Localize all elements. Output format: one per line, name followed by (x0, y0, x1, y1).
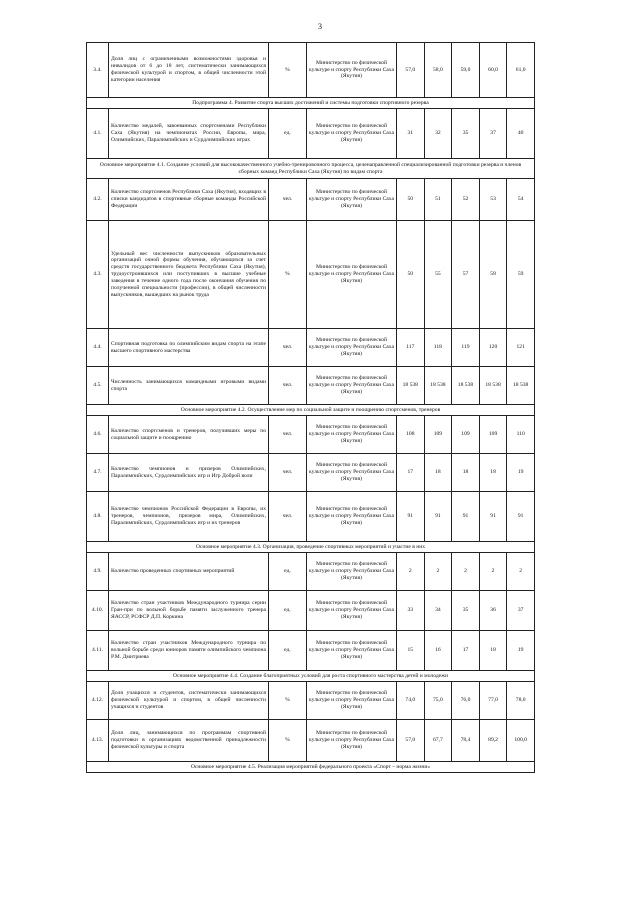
responsible-body: Министерство по физической культуре и спорту Республики Саха (Якутия) (307, 416, 397, 454)
value-year-1: 57,0 (397, 720, 425, 762)
row-number: 4.4. (87, 329, 109, 367)
table-row (87, 682, 535, 720)
value-year-1: 18 538 (397, 367, 425, 405)
indicator-name: Количество стран участников Международного турнира серии Гран-при по вольной борьбе памяти заслуженного тренера ЯАССР, РСФСР Д.П. Коркина (109, 591, 269, 631)
value-year-2: 55 (424, 221, 452, 329)
responsible-body: Министерство по физической культуре и спорту Республики Саха (Якутия) (307, 329, 397, 367)
responsible-body: Министерство по физической культуре и спорту Республики Саха (Якутия) (307, 682, 397, 720)
value-year-1: 50 (397, 221, 425, 329)
responsible-body: Министерство по физической культуре и спорту Республики Саха (Якутия) (307, 720, 397, 762)
unit-of-measure: % (269, 43, 307, 98)
row-number: 4.7. (87, 454, 109, 492)
table-row (87, 329, 535, 367)
value-year-3: 119 (452, 329, 480, 367)
indicator-name: Количество спортсменов Республики Саха (Якутия), входящих в списки кандидатов в спортивные сборные команды Российской Федерации (109, 179, 269, 221)
row-number: 4.6. (87, 416, 109, 454)
value-year-4: 37 (479, 109, 507, 159)
section-row (87, 98, 535, 109)
value-year-1: 17 (397, 454, 425, 492)
value-year-2: 91 (424, 492, 452, 542)
responsible-body: Министерство по физической культуре и спорту Республики Саха (Якутия) (307, 43, 397, 98)
value-year-3: 18 (452, 454, 480, 492)
value-year-5: 91 (507, 492, 535, 542)
table-row (87, 454, 535, 492)
responsible-body: Министерство по физической культуре и спорту Республики Саха (Якутия) (307, 454, 397, 492)
value-year-2: 2 (424, 553, 452, 591)
indicator-name: Количество чемпионов и призеров Олимпийских, Паралимпийских, Сурдлимпийских игр и Игр Доброй воли (109, 454, 269, 492)
value-year-4: 53 (479, 179, 507, 221)
table-row (87, 43, 535, 98)
value-year-4: 109 (479, 416, 507, 454)
value-year-5: 19 (507, 454, 535, 492)
row-number: 4.12. (87, 682, 109, 720)
table-row (87, 367, 535, 405)
value-year-3: 52 (452, 179, 480, 221)
value-year-4: 18 (479, 454, 507, 492)
value-year-4: 77,0 (479, 682, 507, 720)
value-year-3: 57 (452, 221, 480, 329)
section-row (87, 762, 535, 773)
unit-of-measure: ед. (269, 591, 307, 631)
row-number: 4.11. (87, 631, 109, 671)
value-year-2: 18 (424, 454, 452, 492)
indicators-table (86, 42, 535, 773)
value-year-4: 91 (479, 492, 507, 542)
value-year-5: 61,0 (507, 43, 535, 98)
row-number: 4.3. (87, 221, 109, 329)
row-number: 4.1. (87, 109, 109, 159)
row-number: 4.9. (87, 553, 109, 591)
indicator-name: Спортивная подготовка по олимпийским видам спорта на этапе высшего спортивного мастерства (109, 329, 269, 367)
value-year-4: 60,0 (479, 43, 507, 98)
value-year-4: 18 (479, 631, 507, 671)
value-year-1: 74,0 (397, 682, 425, 720)
value-year-1: 33 (397, 591, 425, 631)
value-year-1: 108 (397, 416, 425, 454)
unit-of-measure: чел. (269, 367, 307, 405)
value-year-3: 76,0 (452, 682, 480, 720)
value-year-3: 2 (452, 553, 480, 591)
unit-of-measure: % (269, 221, 307, 329)
responsible-body: Министерство по физической культуре и спорту Республики Саха (Якутия) (307, 179, 397, 221)
table-row (87, 179, 535, 221)
responsible-body: Министерство по физической культуре и спорту Республики Саха (Якутия) (307, 631, 397, 671)
unit-of-measure: ед. (269, 553, 307, 591)
value-year-2: 18 538 (424, 367, 452, 405)
table-row (87, 492, 535, 542)
unit-of-measure: чел. (269, 416, 307, 454)
value-year-1: 117 (397, 329, 425, 367)
value-year-2: 58,0 (424, 43, 452, 98)
value-year-1: 31 (397, 109, 425, 159)
row-number: 4.2. (87, 179, 109, 221)
value-year-3: 91 (452, 492, 480, 542)
section-title: Основное мероприятие 4.2. Осуществление мер по социальной защите и поощрению спортсменов, тренеров (87, 405, 535, 416)
value-year-3: 59,0 (452, 43, 480, 98)
table-row (87, 109, 535, 159)
indicator-name: Количество медалей, завоеванных спортсменами Республики Саха (Якутия) на чемпионатах России, Европы, мира, Олимпийских, Паралимпийских и Сурдлимпийских играх (109, 109, 269, 159)
value-year-5: 18 538 (507, 367, 535, 405)
value-year-2: 109 (424, 416, 452, 454)
table-row (87, 553, 535, 591)
section-title: Основное мероприятие 4.4. Создание благоприятных условий для роста спортивного мастерства детей и молодежи (87, 671, 535, 682)
section-row (87, 542, 535, 553)
value-year-5: 78,0 (507, 682, 535, 720)
section-row (87, 405, 535, 416)
unit-of-measure: % (269, 720, 307, 762)
value-year-3: 17 (452, 631, 480, 671)
section-title: Основное мероприятие 4.3. Организация, проведение спортивных мероприятий и участие в них (87, 542, 535, 553)
section-row (87, 159, 535, 179)
unit-of-measure: чел. (269, 329, 307, 367)
value-year-5: 37 (507, 591, 535, 631)
value-year-3: 109 (452, 416, 480, 454)
value-year-5: 100,0 (507, 720, 535, 762)
unit-of-measure: ед. (269, 109, 307, 159)
value-year-5: 40 (507, 109, 535, 159)
value-year-1: 91 (397, 492, 425, 542)
value-year-4: 18 538 (479, 367, 507, 405)
table-row (87, 631, 535, 671)
value-year-5: 2 (507, 553, 535, 591)
section-row (87, 671, 535, 682)
table-row (87, 720, 535, 762)
value-year-1: 15 (397, 631, 425, 671)
value-year-4: 2 (479, 553, 507, 591)
indicator-name: Доля лиц, занимающихся по программам спортивной подготовки в организациях ведомственной принадлежности физической культуры и спорта (109, 720, 269, 762)
value-year-2: 16 (424, 631, 452, 671)
section-title: Основное мероприятие 4.5. Реализация мероприятий федерального проекта «Спорт – норма жизни» (87, 762, 535, 773)
responsible-body: Министерство по физической культуре и спорту Республики Саха (Якутия) (307, 367, 397, 405)
value-year-3: 35 (452, 109, 480, 159)
value-year-3: 18 538 (452, 367, 480, 405)
table-body (87, 43, 535, 773)
row-number: 4.10. (87, 591, 109, 631)
row-number: 3.4. (87, 43, 109, 98)
value-year-2: 32 (424, 109, 452, 159)
section-title: Основное мероприятие 4.1. Создание условий для высококачественного учебно-тренировочного процесса, целенаправленной специализированной подготовки резерва и членов сборных команд Республики Саха (Якутия) по видам спорта (87, 159, 535, 179)
responsible-body: Министерство по физической культуре и спорту Республики Саха (Якутия) (307, 492, 397, 542)
value-year-5: 54 (507, 179, 535, 221)
value-year-4: 58 (479, 221, 507, 329)
responsible-body: Министерство по физической культуре и спорту Республики Саха (Якутия) (307, 109, 397, 159)
value-year-4: 120 (479, 329, 507, 367)
row-number: 4.13. (87, 720, 109, 762)
value-year-2: 118 (424, 329, 452, 367)
unit-of-measure: чел. (269, 492, 307, 542)
row-number: 4.5. (87, 367, 109, 405)
table-row (87, 221, 535, 329)
value-year-5: 110 (507, 416, 535, 454)
page-number: 3 (318, 22, 322, 31)
value-year-1: 50 (397, 179, 425, 221)
indicator-name: Количество стран участников Международного турнира по вольной борьбе среди юниоров памяти олимпийского чемпиона Р.М. Дмитриева (109, 631, 269, 671)
indicator-name: Доля учащихся и студентов, систематически занимающихся физической культурой и спортом, в общей численности учащихся и студентов (109, 682, 269, 720)
value-year-5: 59 (507, 221, 535, 329)
value-year-3: 35 (452, 591, 480, 631)
value-year-2: 75,0 (424, 682, 452, 720)
row-number: 4.8. (87, 492, 109, 542)
responsible-body: Министерство по физической культуре и спорту Республики Саха (Якутия) (307, 553, 397, 591)
value-year-4: 89,2 (479, 720, 507, 762)
value-year-2: 51 (424, 179, 452, 221)
indicator-name: Удельный вес численности выпускников образовательных организаций очной формы обучения, обучающихся за счет средств государственного бюджета Республики Саха (Якутия), трудоустроившихся или поступивших в высшие учебные заведения в течение одного года после окончания обучения по полученной специальности (профессии), в общей численности выпускников, вышедших на рынок труда (109, 221, 269, 329)
table-row (87, 591, 535, 631)
value-year-1: 57,0 (397, 43, 425, 98)
value-year-3: 78,4 (452, 720, 480, 762)
indicator-name: Количество спортсменов и тренеров, получивших меры по социальной защите и поощрению (109, 416, 269, 454)
responsible-body: Министерство по физической культуре и спорту Республики Саха (Якутия) (307, 591, 397, 631)
unit-of-measure: ед. (269, 631, 307, 671)
indicator-name: Количество чемпионов Российской Федерации в Европы, их тренеров, чемпионов, призеров мира, Олимпийских, Паралимпийских, Сурдлимпийских игр и их тренеров (109, 492, 269, 542)
indicator-name: Количество проведенных спортивных мероприятий (109, 553, 269, 591)
indicator-name: Доля лиц с ограниченными возможностями здоровья и инвалидов от 6 до 18 лет, систематически занимающихся физической культурой и спортом, в общей численности этой категории населения (109, 43, 269, 98)
value-year-2: 34 (424, 591, 452, 631)
unit-of-measure: % (269, 682, 307, 720)
responsible-body: Министерство по физической культуре и спорту Республики Саха (Якутия) (307, 221, 397, 329)
value-year-5: 121 (507, 329, 535, 367)
table-row (87, 416, 535, 454)
unit-of-measure: чел. (269, 454, 307, 492)
section-title: Подпрограмма 4. Развитие спорта высших достижений и системы подготовки спортивного резерва (87, 98, 535, 109)
value-year-1: 2 (397, 553, 425, 591)
unit-of-measure: чел. (269, 179, 307, 221)
value-year-2: 67,7 (424, 720, 452, 762)
indicator-name: Численность занимающихся командными игровыми видами спорта (109, 367, 269, 405)
value-year-4: 36 (479, 591, 507, 631)
value-year-5: 19 (507, 631, 535, 671)
